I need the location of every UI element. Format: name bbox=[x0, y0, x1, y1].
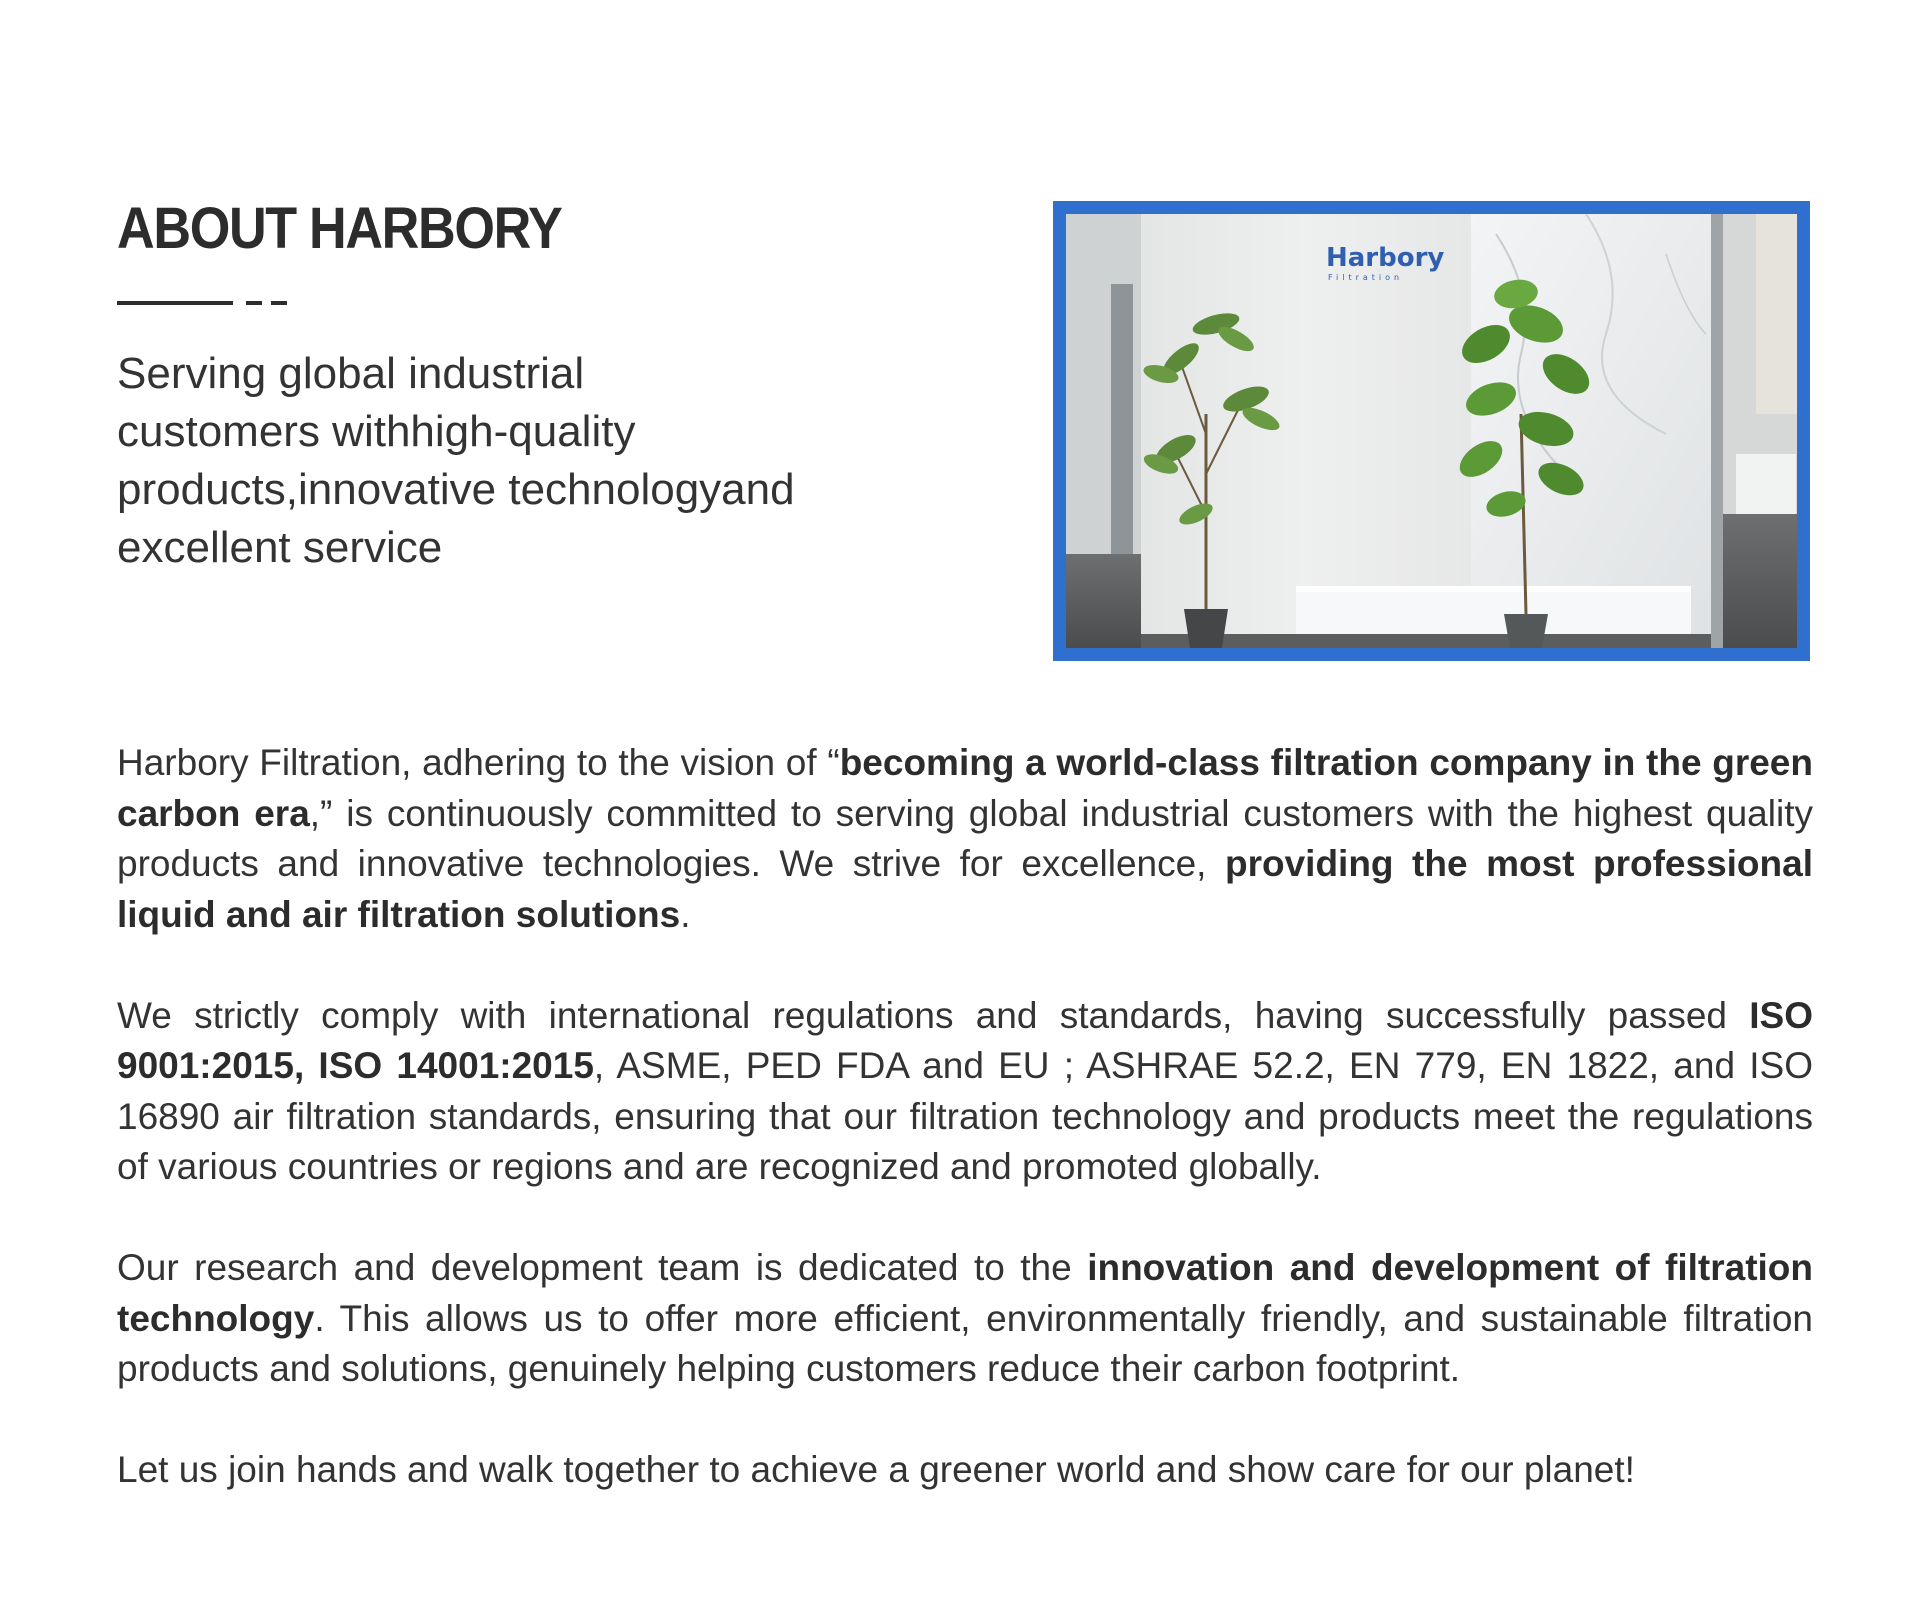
tagline: Serving global industrial customers withhigh-quality products,innovative technologyand excellent service bbox=[117, 349, 795, 572]
about-paragraph bbox=[117, 1445, 1813, 1496]
right-counter bbox=[1736, 454, 1796, 514]
paragraph-text: Harbory Filtration, adhering to the vision of “ bbox=[117, 742, 840, 783]
office-photo bbox=[1053, 201, 1810, 661]
title-divider bbox=[117, 301, 287, 305]
paragraph-text: , ASME, PED FDA and EU ; ASHRAE 52.2, EN 779, EN 1822, and ISO 16890 air filtration standards, ensuring that our filtration technology and products meet the regulations of various countries or regions and are recognized and promoted globally. bbox=[117, 1045, 1813, 1187]
about-paragraph bbox=[117, 738, 1813, 940]
emphasis-text: becoming a world-class filtration company in the green carbon era bbox=[117, 742, 1813, 834]
paragraph-text: . bbox=[680, 893, 691, 935]
emphasis-text: providing the most professional liquid and air filtration solutions bbox=[117, 843, 1813, 935]
reception-wall bbox=[1141, 214, 1471, 648]
paragraph-text: ,” is continuously committed to serving global industrial customers with the highest quality products and innovative technologies. We strive for excellence, bbox=[117, 792, 1813, 884]
right-cabinet bbox=[1756, 214, 1797, 414]
right-floor bbox=[1723, 514, 1797, 648]
emphasis-text: ISO 9001:2015, ISO 14001:2015 bbox=[117, 994, 1813, 1086]
left-floor bbox=[1066, 554, 1141, 648]
harbory-logo-subtext: Filtration bbox=[1328, 273, 1404, 282]
harbory-logo: Harbory bbox=[1326, 243, 1445, 273]
emphasis-text: innovation and development of filtration technology bbox=[117, 1247, 1814, 1339]
divider-short-segment bbox=[271, 301, 287, 305]
about-paragraph bbox=[117, 991, 1813, 1193]
paragraph-text: Let us join hands and walk together to achieve a greener world and show care for our planet! bbox=[117, 1449, 1635, 1490]
paragraph-text: . This allows us to offer more efficient, environmentally friendly, and sustainable filtration products and solutions, genuinely helping customers reduce their carbon footprint. bbox=[117, 1297, 1813, 1389]
about-body bbox=[117, 738, 1813, 1496]
paragraph-text: Our research and development team is dedicated to the bbox=[117, 1247, 1088, 1288]
paragraph-text: We strictly comply with international regulations and standards, having successfully passed bbox=[117, 994, 1750, 1036]
right-column bbox=[1711, 214, 1723, 648]
divider-short-segment bbox=[246, 301, 262, 305]
page-title: ABOUT HARBORY bbox=[117, 196, 562, 261]
about-paragraph bbox=[117, 1243, 1813, 1395]
divider-long-segment bbox=[117, 301, 233, 305]
office-reception-image bbox=[1066, 214, 1797, 648]
left-door-glass bbox=[1111, 284, 1133, 554]
